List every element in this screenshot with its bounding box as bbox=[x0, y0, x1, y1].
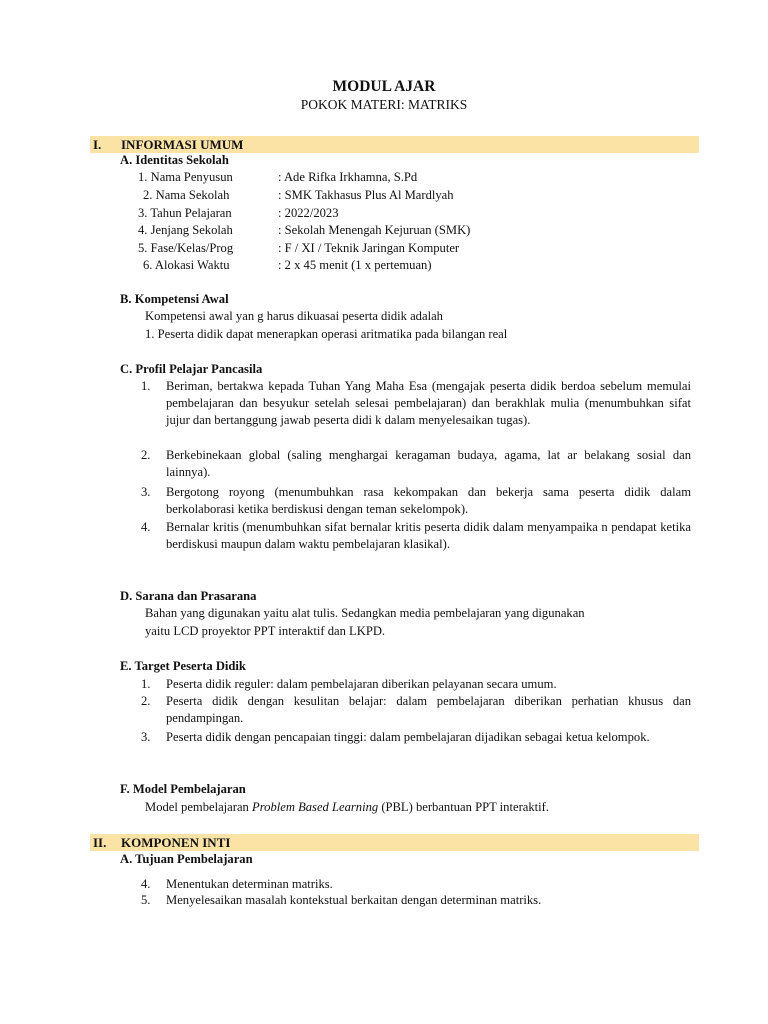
subsection-heading-kompetensi: B. Kompetensi Awal bbox=[120, 292, 229, 306]
subsection-heading-tujuan: A. Tujuan Pembelajaran bbox=[120, 852, 253, 866]
list-item: Bergotong royong (menumbuhkan rasa kekompakan dan bekerja sama peserta didik dalam berkolaborasi ketika berdiskusi dengan teman sekelompok). bbox=[166, 485, 691, 516]
identity-label: 2. Nama Sekolah bbox=[143, 188, 230, 202]
section-heading: INFORMASI UMUM bbox=[121, 137, 244, 152]
subsection-heading-sarana: D. Sarana dan Prasarana bbox=[120, 589, 257, 603]
subsection-heading-identitas: A. Identitas Sekolah bbox=[120, 153, 229, 167]
list-item: Berkebinekaan global (saling menghargai keragaman budaya, agama, lat ar belakang sosial dan lainnya). bbox=[166, 448, 691, 479]
list-item: Peserta didik dengan kesulitan belajar: dalam pembelajaran diberikan perhatian khusus dan pendampingan. bbox=[166, 694, 691, 725]
identity-label: 5. Fase/Kelas/Prog bbox=[138, 241, 234, 255]
identity-value: : F / XI / Teknik Jaringan Komputer bbox=[278, 241, 460, 255]
list-number: 1. bbox=[141, 379, 151, 393]
list-item: Menentukan determinan matriks. bbox=[166, 877, 333, 891]
identity-value: : Sekolah Menengah Kejuruan (SMK) bbox=[278, 223, 471, 237]
list-number: 4. bbox=[141, 520, 151, 534]
list-number: 1. bbox=[141, 677, 151, 691]
list-item: Peserta didik reguler: dalam pembelajaran diberikan pelayanan secara umum. bbox=[166, 677, 557, 691]
identity-label: 3. Tahun Pelajaran bbox=[138, 206, 232, 220]
text-run-italic: Problem Based Learning bbox=[252, 800, 379, 814]
paragraph-line: yaitu LCD proyektor PPT interaktif dan LKPD. bbox=[145, 624, 386, 638]
section-heading: KOMPONEN INTI bbox=[121, 835, 231, 850]
list-number: 3. bbox=[141, 730, 151, 744]
paragraph-line: Bahan yang digunakan yaitu alat tulis. Sedangkan media pembelajaran yang digunakan bbox=[145, 606, 585, 620]
list-item: 1. Peserta didik dapat menerapkan operasi aritmatika pada bilangan real bbox=[145, 327, 508, 341]
paragraph: Kompetensi awal yan g harus dikuasai peserta didik adalah bbox=[145, 309, 443, 323]
identity-value: : SMK Takhasus Plus Al Mardlyah bbox=[278, 188, 454, 202]
document-subtitle: POKOK MATERI: MATRIKS bbox=[300, 97, 468, 112]
list-number: 4. bbox=[141, 877, 151, 891]
list-item: Beriman, bertakwa kepada Tuhan Yang Maha Esa (mengajak peserta didik berdoa sebelum memulai pembelajaran dan besyukur setelah selesai pembelajaran) dan berakhlak mulia (menumbuhkan sifat jujur dan bertanggung jawab peserta didi k dalam menyelesaikan tugas). bbox=[166, 379, 691, 427]
text-run: Model pembelajaran bbox=[145, 800, 253, 814]
identity-value: : 2022/2023 bbox=[278, 206, 339, 220]
identity-value: : 2 x 45 menit (1 x pertemuan) bbox=[278, 258, 432, 272]
identity-label: 6. Alokasi Waktu bbox=[143, 258, 230, 272]
list-number: 3. bbox=[141, 485, 151, 499]
list-item: Bernalar kritis (menumbuhkan sifat bernalar kritis peserta didik dalam menyampaika n pendapat ketika berdiskusi maupun dalam waktu pembelajaran klasikal). bbox=[166, 520, 691, 551]
section-band-informasi-umum bbox=[90, 136, 699, 153]
list-number: 2. bbox=[141, 694, 151, 708]
paragraph bbox=[145, 799, 549, 816]
text-run: (PBL) berbantuan PPT interaktif. bbox=[378, 800, 549, 814]
list-item: Peserta didik dengan pencapaian tinggi: dalam pembelajaran dijadikan sebagai ketua kelompok. bbox=[166, 730, 650, 744]
section-band-komponen-inti bbox=[90, 834, 699, 851]
section-number: II. bbox=[93, 835, 107, 850]
section-number: I. bbox=[93, 137, 102, 152]
document-title: MODUL AJAR bbox=[332, 78, 436, 95]
list-number: 2. bbox=[141, 448, 151, 462]
list-item: Menyelesaikan masalah kontekstual berkaitan dengan determinan matriks. bbox=[166, 893, 542, 907]
identity-label: 4. Jenjang Sekolah bbox=[138, 223, 233, 237]
list-number: 5. bbox=[141, 893, 151, 907]
subsection-heading-target: E. Target Peserta Didik bbox=[120, 659, 246, 673]
identity-value: : Ade Rifka Irkhamna, S.Pd bbox=[278, 170, 418, 184]
identity-label: 1. Nama Penyusun bbox=[138, 170, 233, 184]
subsection-heading-model: F. Model Pembelajaran bbox=[120, 782, 246, 796]
subsection-heading-profil: C. Profil Pelajar Pancasila bbox=[120, 362, 263, 376]
